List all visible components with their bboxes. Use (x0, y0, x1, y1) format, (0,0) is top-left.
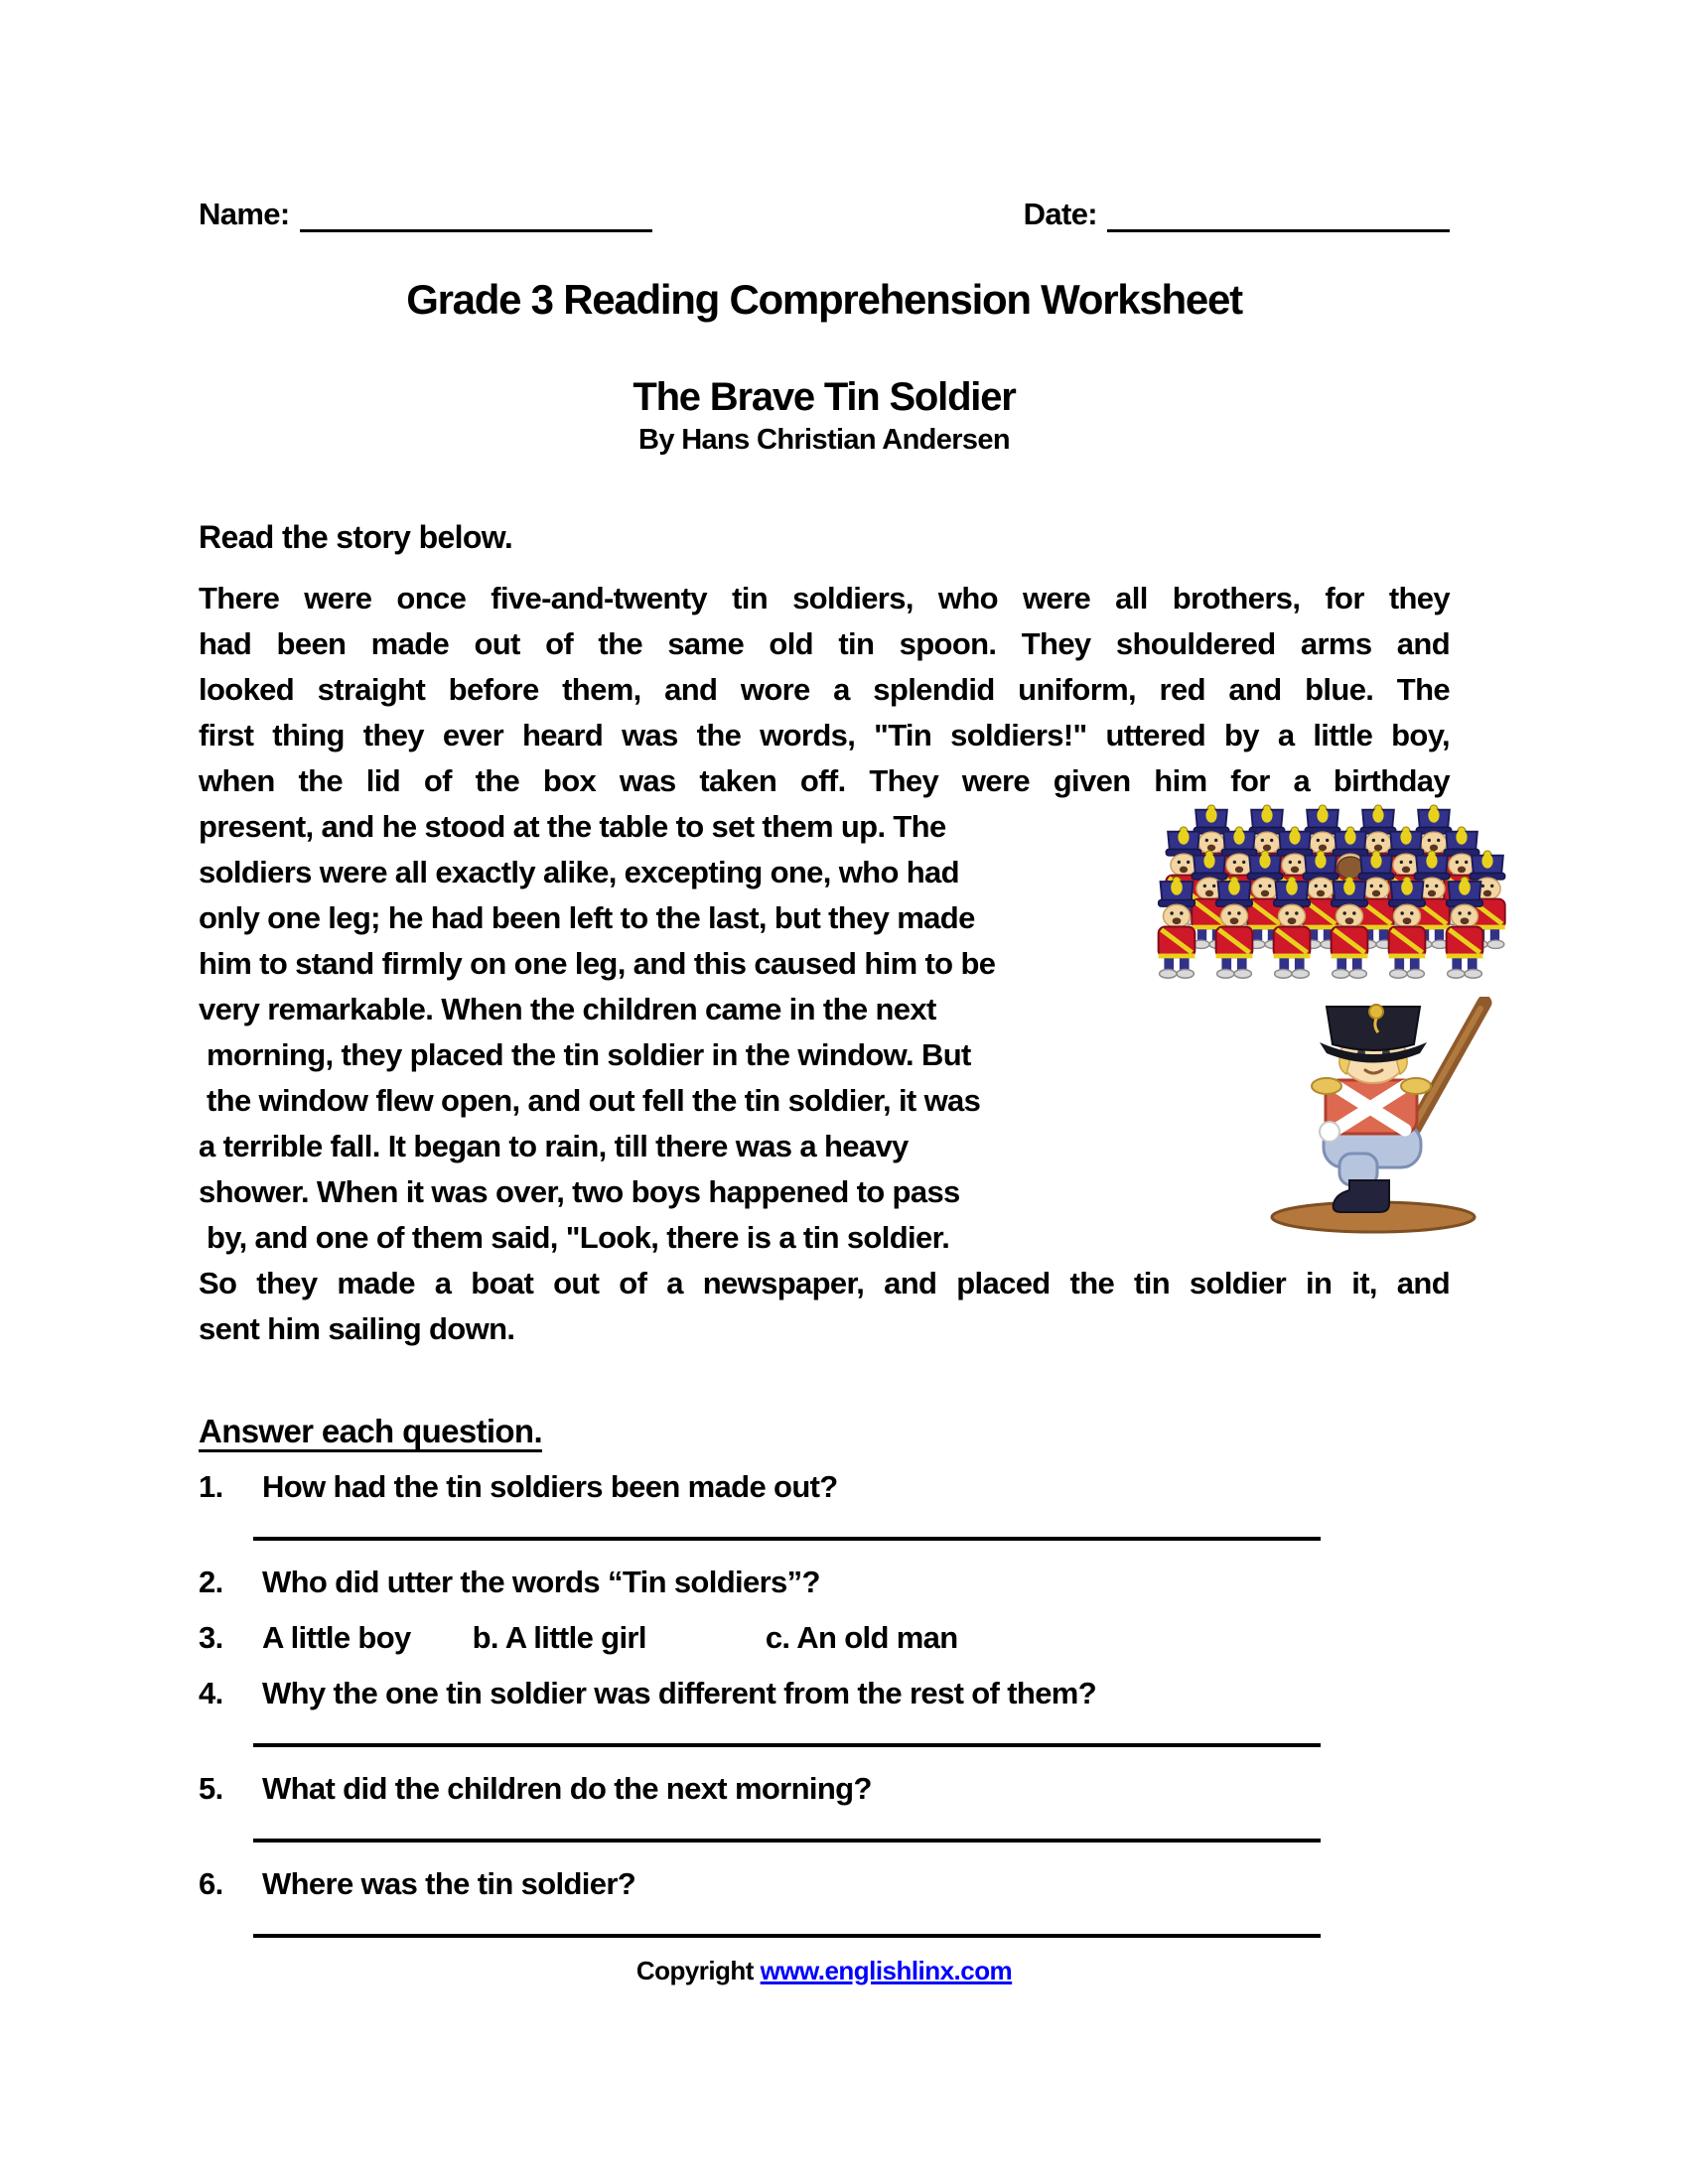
story-line: So they made a boat out of a newspaper, and placed the tin soldier in it, and (199, 1266, 1450, 1300)
story-line: very remarkable. When the children came in the next (199, 992, 936, 1026)
story-line: shower. When it was over, two boys happened to pass (199, 1174, 960, 1209)
worksheet-title: Grade 3 Reading Comprehension Worksheet (406, 276, 1242, 323)
question-number: 1. (199, 1469, 223, 1504)
question-5 (199, 1765, 1450, 1813)
copyright-label: Copyright (635, 1956, 761, 1985)
story-line: looked straight before them, and wore a splendid uniform, red and blue. The (199, 672, 1450, 707)
question-text: What did the children do the next morning? (262, 1771, 872, 1806)
name-blank-field[interactable] (300, 197, 652, 232)
choice-a: A little boy (262, 1620, 411, 1655)
englishlinx-link[interactable]: www.englishlinx.com (760, 1956, 1013, 1985)
story-line: There were once five-and-twenty tin soldiers, who were all brothers, for they (199, 581, 1450, 615)
question-text: Who did utter the words “Tin soldiers”? (262, 1565, 820, 1599)
story-line: by, and one of them said, "Look, there is a tin soldier. (207, 1220, 950, 1255)
choice-c: c. An old man (765, 1620, 958, 1655)
story-line: sent him sailing down. (199, 1311, 515, 1346)
question-number: 4. (199, 1676, 223, 1710)
date-blank-field[interactable] (1107, 197, 1450, 232)
question-number: 5. (199, 1771, 223, 1806)
question-text: How had the tin soldiers been made out? (262, 1469, 838, 1504)
story-line: a terrible fall. It began to rain, till there was a heavy (199, 1129, 909, 1163)
question-text: Why the one tin soldier was different from the rest of them? (262, 1676, 1097, 1710)
story-line: him to stand firmly on one leg, and this caused him to be (199, 946, 996, 981)
date-label: Date: (1023, 197, 1097, 231)
question-number: 3. (199, 1620, 223, 1655)
choice-b: b. A little girl (472, 1620, 646, 1655)
story-byline: By Hans Christian Andersen (638, 424, 1010, 456)
story-title: The Brave Tin Soldier (633, 375, 1016, 419)
answer-section-heading: Answer each question. (199, 1413, 542, 1449)
read-story-instruction: Read the story below. (199, 519, 513, 555)
story-line: only one leg; he had been left to the last, but they made (199, 900, 975, 935)
answer-line-q1[interactable] (253, 1537, 1321, 1541)
name-date-row (199, 191, 1450, 232)
tin-soldiers-group-image (1142, 802, 1534, 991)
question-text: Where was the tin soldier? (262, 1866, 636, 1901)
name-label: Name: (199, 197, 290, 231)
story-line: had been made out of the same old tin spoon. They shouldered arms and (199, 626, 1450, 661)
story-line: soldiers were all exactly alike, excepting one, who had (199, 855, 959, 889)
question-number: 6. (199, 1866, 223, 1901)
question-6 (199, 1860, 1450, 1908)
story-line: when the lid of the box was taken off. They were given him for a birthday (199, 763, 1450, 798)
answer-line-q4[interactable] (253, 1743, 1321, 1747)
question-1 (199, 1463, 1450, 1511)
question-4 (199, 1670, 1450, 1717)
question-2 (199, 1559, 1450, 1606)
story-line: morning, they placed the tin soldier in the window. But (207, 1037, 971, 1072)
tin-soldier-image (1224, 997, 1522, 1240)
story-line: present, and he stood at the table to set them up. The (199, 809, 946, 844)
story-text (199, 576, 1450, 1352)
story-line: the window flew open, and out fell the tin soldier, it was (207, 1083, 981, 1118)
question-3 (199, 1614, 1450, 1662)
answer-line-q6[interactable] (253, 1934, 1321, 1938)
story-line: first thing they ever heard was the words, "Tin soldiers!" uttered by a little boy, (199, 718, 1450, 752)
footer (199, 1956, 1450, 1986)
answer-line-q5[interactable] (253, 1839, 1321, 1843)
question-number: 2. (199, 1565, 223, 1599)
story-illustrations (1142, 802, 1534, 1240)
